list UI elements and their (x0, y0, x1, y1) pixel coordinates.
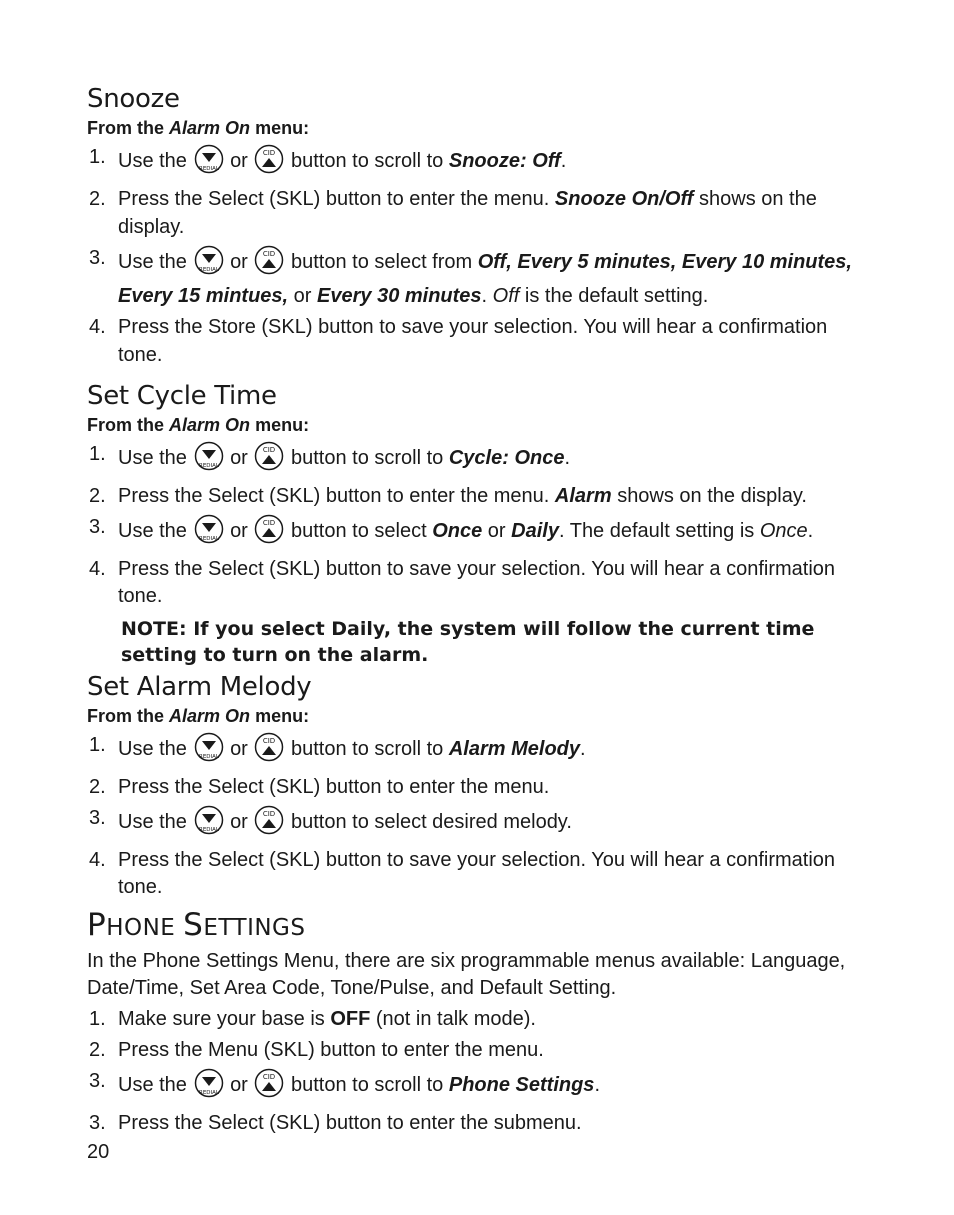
or-text: or (230, 737, 248, 760)
step-text: button to select from (290, 250, 473, 273)
cycle-from-line (87, 411, 877, 439)
step-number: 3. (89, 1112, 106, 1134)
or-text: or (230, 150, 248, 172)
step-text: Press the Select (SKL) button to enter the submenu. (118, 1112, 582, 1134)
from-suffix: menu: (255, 414, 310, 435)
cid-icon (254, 732, 284, 771)
step-emphasis: Alarm (554, 484, 612, 507)
svg-text:CID: CID (263, 809, 276, 818)
heading-rest: ETTINGS (203, 915, 306, 941)
use-the-text: Use the (118, 446, 187, 469)
step-number: 3. (89, 515, 106, 538)
step-emphasis: Snooze: Off (448, 150, 561, 172)
step-emphasis-1: Once (432, 519, 483, 542)
svg-text:REDIAL: REDIAL (198, 166, 219, 172)
step-end: . (580, 737, 586, 760)
step-number: 2. (89, 775, 106, 798)
svg-text:REDIAL: REDIAL (198, 753, 219, 760)
use-the-text: Use the (118, 810, 187, 833)
list-item (87, 186, 877, 241)
heading-cap: P (87, 907, 107, 943)
step-text: Make sure your base is (118, 1008, 325, 1030)
redial-icon (194, 245, 224, 284)
page-number: 20 (87, 1141, 110, 1163)
list-item (87, 441, 877, 480)
step-text-b: . The default setting is (558, 519, 755, 542)
step-text: Press the Select (SKL) button to save your selection. You will hear a confirmation tone. (118, 557, 836, 607)
list-item (87, 314, 877, 369)
step-number: 1. (89, 1008, 106, 1030)
redial-icon (194, 514, 224, 553)
step-emphasis-1: Off, Every 5 minutes, Every 10 minutes, Every 15 mintues, (118, 250, 852, 307)
from-prefix: From the (87, 414, 165, 435)
step-text: Press the Menu (SKL) button to enter the menu. (118, 1039, 544, 1061)
page-content (87, 84, 877, 1141)
step-bold: OFF (330, 1008, 371, 1030)
svg-text:CID: CID (263, 1073, 276, 1081)
from-suffix: menu: (255, 705, 310, 726)
snooze-from-line (87, 114, 877, 142)
list-item (87, 144, 877, 183)
step-number: 2. (89, 484, 106, 507)
or-text: or (230, 810, 248, 833)
cid-icon (254, 441, 284, 480)
svg-text:REDIAL: REDIAL (198, 462, 219, 469)
list-item (87, 732, 877, 771)
from-menu: Alarm On (169, 118, 251, 138)
redial-icon (194, 1068, 224, 1107)
use-the-text: Use the (118, 1074, 187, 1096)
cycle-note: NOTE: If you select Daily, the system will follow the current time setting to turn on the alarm. (121, 617, 815, 666)
melody-heading: Set Alarm Melody (87, 671, 312, 702)
step-text: button to scroll to (290, 1074, 444, 1096)
step-italic: Off (492, 285, 520, 307)
svg-text:REDIAL: REDIAL (198, 535, 219, 542)
step-text: Press the Select (SKL) button to save your selection. You will hear a confirmation tone. (118, 848, 836, 898)
step-text: button to scroll to (290, 737, 444, 760)
or-text: or (230, 250, 248, 273)
list-item (87, 1110, 877, 1138)
from-prefix: From the (87, 705, 165, 726)
step-end: . (594, 1074, 600, 1096)
step-number: 1. (89, 146, 106, 168)
use-the-text: Use the (118, 519, 187, 542)
step-end: . (807, 519, 814, 542)
from-prefix: From the (87, 118, 165, 138)
step-emphasis-2: Every 30 minutes (317, 285, 482, 307)
step-number: 4. (89, 557, 106, 580)
melody-from-line (87, 702, 877, 730)
phone-settings-intro: In the Phone Settings Menu, there are six programmable menus available: Language, Date/Time, Set Area Code, Tone/Pulse, and Default Setting. (87, 950, 846, 999)
list-item (87, 514, 877, 553)
svg-text:CID: CID (263, 249, 276, 258)
step-emphasis: Snooze On/Off (554, 188, 694, 210)
cycle-steps (87, 441, 877, 611)
use-the-text: Use the (118, 150, 187, 172)
step-text-b: is the default setting. (524, 285, 709, 307)
cid-icon (254, 144, 284, 183)
step-number: 4. (89, 316, 106, 338)
step-text: Press the Store (SKL) button to save your selection. You will hear a confirmation tone. (118, 316, 828, 366)
cycle-heading: Set Cycle Time (87, 380, 277, 411)
step-text: Press the Select (SKL) button to enter the menu. (118, 188, 550, 210)
phone-settings-heading (87, 905, 877, 948)
step-number: 3. (89, 806, 106, 829)
cid-icon (254, 1068, 284, 1107)
svg-text:REDIAL: REDIAL (198, 266, 219, 273)
from-menu: Alarm On (169, 705, 251, 726)
step-emphasis: Cycle: Once (448, 446, 565, 469)
step-text-b: shows on the display. (617, 484, 807, 507)
step-text-b: shows on the display. (118, 188, 817, 238)
melody-steps (87, 732, 877, 902)
or-text: or (293, 285, 312, 307)
step-number: 3. (89, 1070, 106, 1092)
svg-text:CID: CID (263, 445, 276, 454)
step-end: . (560, 150, 567, 172)
list-item (87, 847, 877, 902)
step-number: 2. (89, 1039, 106, 1061)
or-text: or (487, 519, 506, 542)
svg-text:REDIAL: REDIAL (198, 826, 219, 833)
step-text: button to select (290, 519, 427, 542)
redial-icon (194, 441, 224, 480)
step-italic: Once (759, 519, 808, 542)
step-text: button to scroll to (290, 150, 444, 172)
step-text: Press the Select (SKL) button to enter the menu. (118, 775, 550, 798)
snooze-steps (87, 144, 877, 369)
list-item (87, 1037, 877, 1065)
heading-cap: S (183, 907, 204, 943)
list-item (87, 1068, 877, 1107)
step-text-b: (not in talk mode). (375, 1008, 536, 1030)
or-text: or (230, 1074, 248, 1096)
step-emphasis: Alarm Melody (448, 737, 581, 760)
step-number: 4. (89, 848, 106, 871)
step-text: button to scroll to (290, 446, 444, 469)
list-item (87, 774, 877, 802)
step-dot: . (481, 285, 488, 307)
cid-icon (254, 245, 284, 284)
list-item (87, 1006, 877, 1034)
or-text: or (230, 446, 248, 469)
or-text: or (230, 519, 248, 542)
phone-steps (87, 1006, 877, 1138)
cid-icon (254, 805, 284, 844)
cid-icon (254, 514, 284, 553)
list-item (87, 245, 877, 311)
svg-text:CID: CID (263, 149, 276, 157)
step-number: 1. (89, 442, 106, 465)
step-emphasis: Phone Settings (448, 1074, 595, 1096)
step-number: 3. (89, 246, 106, 269)
step-emphasis-2: Daily (511, 519, 559, 542)
step-end: . (564, 446, 571, 469)
list-item (87, 483, 877, 511)
redial-icon (194, 732, 224, 771)
svg-text:CID: CID (263, 736, 276, 745)
list-item (87, 556, 877, 611)
step-number: 1. (89, 733, 106, 756)
from-suffix: menu: (255, 118, 310, 138)
redial-icon (194, 144, 224, 183)
use-the-text: Use the (118, 250, 187, 273)
list-item (87, 805, 877, 844)
svg-text:REDIAL: REDIAL (198, 1090, 219, 1096)
use-the-text: Use the (118, 737, 187, 760)
snooze-heading: Snooze (87, 84, 180, 114)
from-menu: Alarm On (169, 414, 251, 435)
step-text: button to select desired melody. (290, 810, 572, 833)
heading-rest: HONE (106, 915, 176, 941)
svg-text:CID: CID (263, 518, 276, 527)
step-text: Press the Select (SKL) button to enter the menu. (118, 484, 550, 507)
step-number: 2. (89, 188, 106, 210)
redial-icon (194, 805, 224, 844)
